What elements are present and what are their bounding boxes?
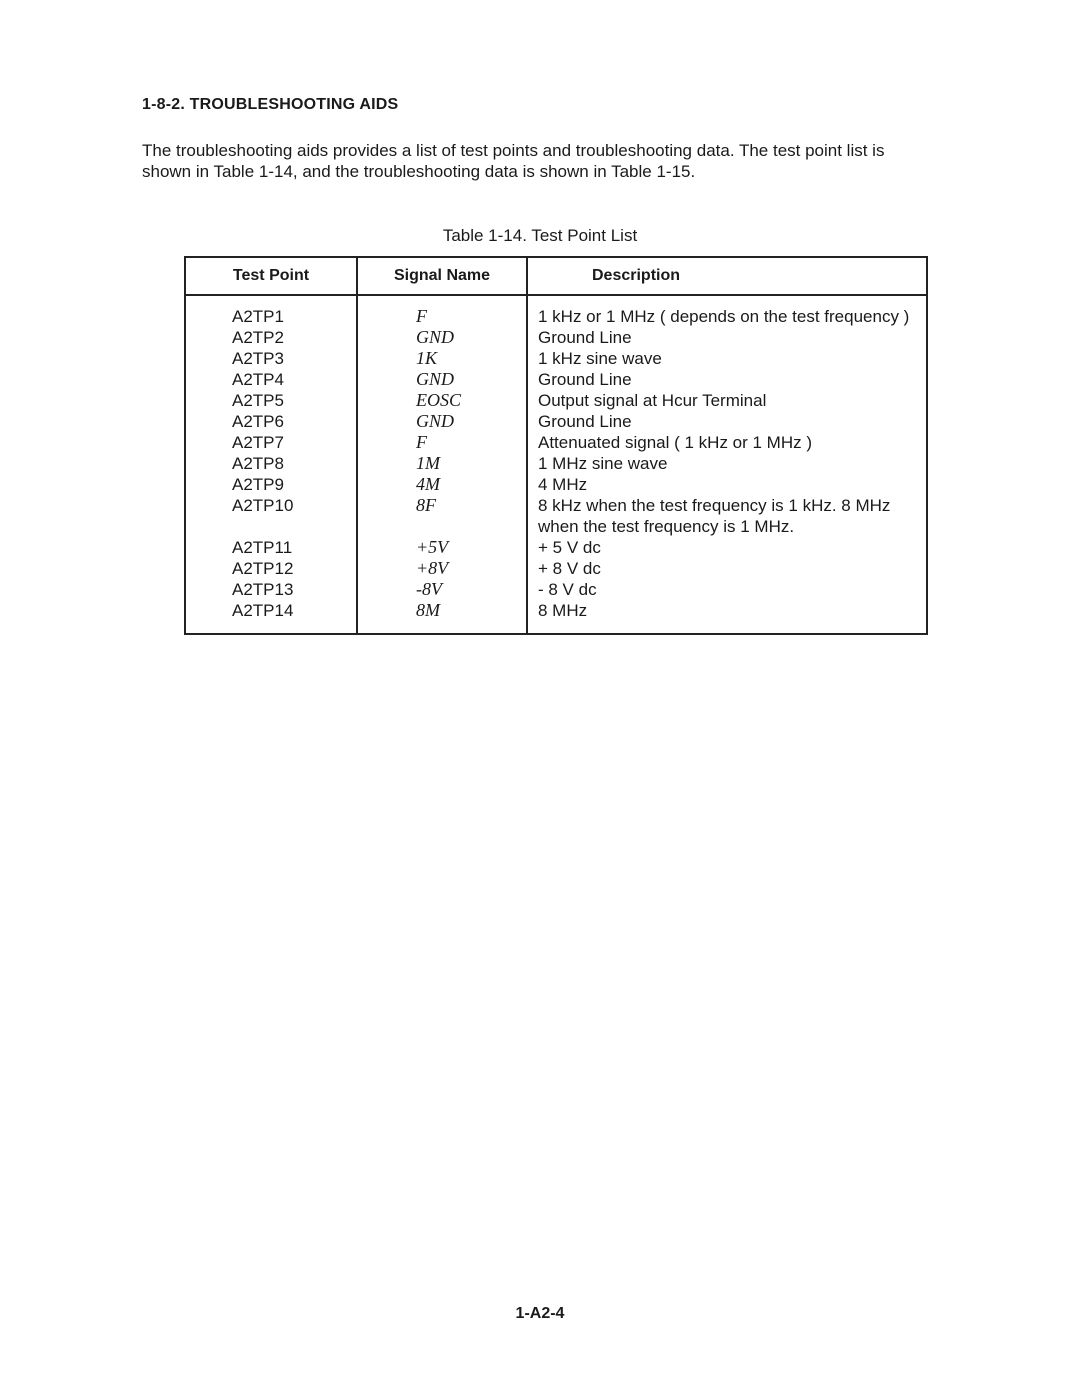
- test-point-cell: A2TP6: [185, 411, 357, 432]
- header-description: Description: [527, 257, 927, 295]
- header-test-point: Test Point: [185, 257, 357, 295]
- signal-name-cell: 1K: [357, 348, 527, 369]
- test-point-cell: A2TP5: [185, 390, 357, 411]
- table-row: [185, 327, 927, 348]
- test-point-cell: A2TP4: [185, 369, 357, 390]
- table-row: [185, 537, 927, 558]
- test-point-cell: A2TP10: [185, 495, 357, 537]
- signal-name-cell: 4M: [357, 474, 527, 495]
- signal-name-cell: +8V: [357, 558, 527, 579]
- signal-name-cell: GND: [357, 369, 527, 390]
- test-point-cell: A2TP7: [185, 432, 357, 453]
- test-point-cell: A2TP12: [185, 558, 357, 579]
- signal-name-cell: 8M: [357, 600, 527, 634]
- signal-name-cell: +5V: [357, 537, 527, 558]
- test-point-cell: A2TP11: [185, 537, 357, 558]
- table-row: [185, 369, 927, 390]
- description-cell: Attenuated signal ( 1 kHz or 1 MHz ): [527, 432, 927, 453]
- table-row: [185, 600, 927, 634]
- page-number: 1-A2-4: [515, 1305, 565, 1322]
- table-row: [185, 558, 927, 579]
- signal-name-cell: 8F: [357, 495, 527, 537]
- table-header-row: [185, 257, 927, 295]
- table-row: [185, 348, 927, 369]
- description-cell: - 8 V dc: [527, 579, 927, 600]
- description-cell: 8 MHz: [527, 600, 927, 634]
- signal-name-cell: 1M: [357, 453, 527, 474]
- description-cell: 8 kHz when the test frequency is 1 kHz. 8 MHz when the test frequency is 1 MHz.: [527, 495, 927, 537]
- table-row: [185, 579, 927, 600]
- section-heading: 1-8-2. TROUBLESHOOTING AIDS: [142, 96, 399, 113]
- description-cell: Ground Line: [527, 369, 927, 390]
- test-point-cell: A2TP9: [185, 474, 357, 495]
- table-row: [185, 432, 927, 453]
- test-point-cell: A2TP8: [185, 453, 357, 474]
- table-row: [185, 295, 927, 327]
- test-point-cell: A2TP2: [185, 327, 357, 348]
- intro-text: The troubleshooting aids provides a list of test points and troubleshooting data. The test point list is shown in Table 1-14, and the troubleshooting data is shown in Table 1-15.: [142, 141, 885, 181]
- description-cell: 1 MHz sine wave: [527, 453, 927, 474]
- signal-name-cell: -8V: [357, 579, 527, 600]
- table-caption: Table 1-14. Test Point List: [442, 226, 638, 245]
- table-row: [185, 411, 927, 432]
- test-point-table: [184, 256, 928, 635]
- description-cell: Ground Line: [527, 411, 927, 432]
- test-point-cell: A2TP13: [185, 579, 357, 600]
- test-point-cell: A2TP1: [185, 295, 357, 327]
- description-cell: 1 kHz sine wave: [527, 348, 927, 369]
- signal-name-cell: EOSC: [357, 390, 527, 411]
- signal-name-cell: GND: [357, 327, 527, 348]
- signal-name-cell: F: [357, 432, 527, 453]
- table-row: [185, 390, 927, 411]
- header-signal-name: Signal Name: [357, 257, 527, 295]
- description-cell: Output signal at Hcur Terminal: [527, 390, 927, 411]
- signal-name-cell: F: [357, 295, 527, 327]
- description-cell: + 5 V dc: [527, 537, 927, 558]
- test-point-cell: A2TP14: [185, 600, 357, 634]
- description-cell: Ground Line: [527, 327, 927, 348]
- table-row: [185, 495, 927, 537]
- intro-paragraph: [142, 140, 922, 182]
- description-cell: 4 MHz: [527, 474, 927, 495]
- signal-name-cell: GND: [357, 411, 527, 432]
- table-row: [185, 474, 927, 495]
- description-cell: 1 kHz or 1 MHz ( depends on the test frequency ): [527, 295, 927, 327]
- test-point-cell: A2TP3: [185, 348, 357, 369]
- table-row: [185, 453, 927, 474]
- description-cell: + 8 V dc: [527, 558, 927, 579]
